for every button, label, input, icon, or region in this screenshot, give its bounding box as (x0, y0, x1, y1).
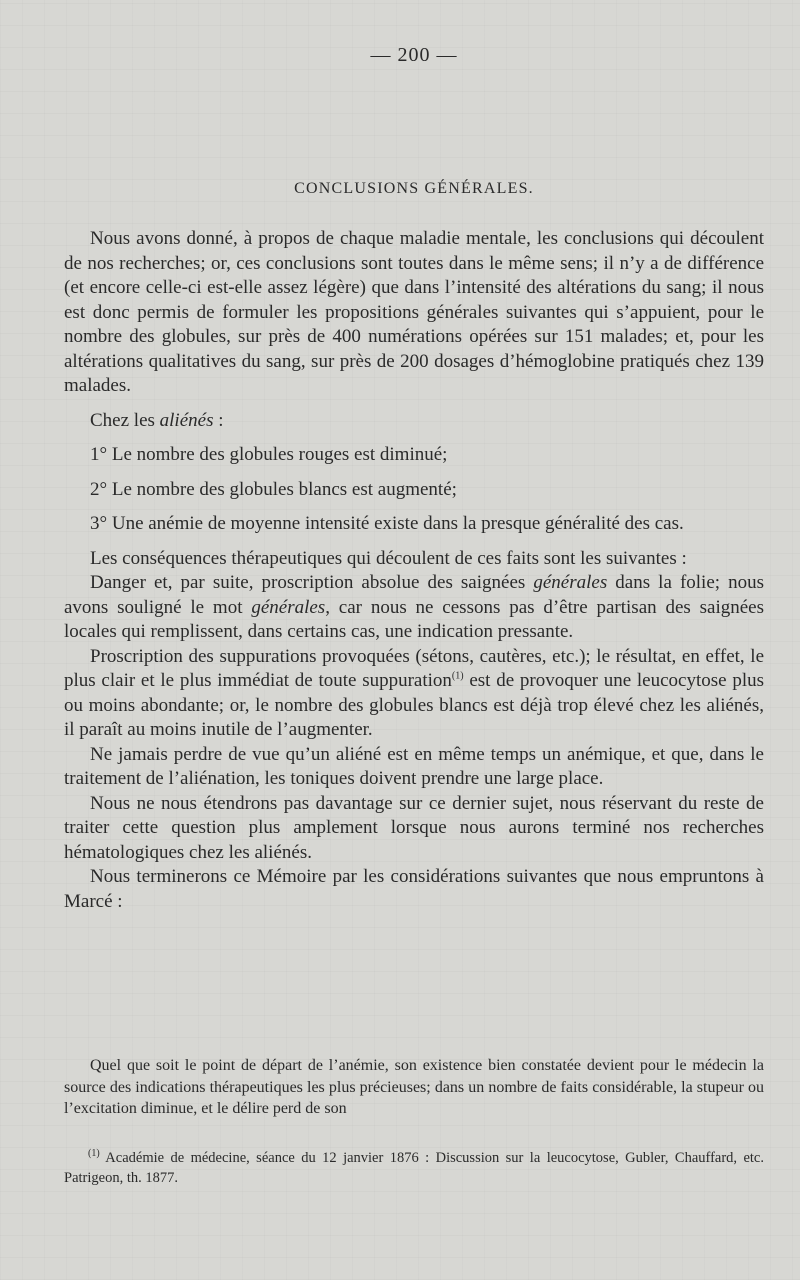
danger-emph-2: générales (251, 596, 326, 618)
alienes-word: aliénés (159, 409, 214, 431)
footnote-text (64, 1148, 764, 1188)
point-3: 3° Une anémie de moyenne intensité existe dans la presque généralité des cas. (90, 513, 684, 534)
footnote-mark: (1) (88, 1148, 100, 1160)
danger-text-c: dans la folie; nous avons souligné le mot (64, 572, 765, 618)
main-text (64, 227, 764, 914)
footnote-body: Académie de médecine, séance du 12 janvier 1876 : Discussion sur la leucocytose, Gubler, Chauffard, etc. Patrigeon, th. 1877. (64, 1150, 764, 1186)
never-paragraph: Ne jamais perdre de vue qu’un aliéné est en même temps un anémique, et que, dans le traitement de l’aliénation, les toniques doivent prendre une large place. (64, 743, 764, 789)
alienes-tail: : (213, 409, 224, 431)
proscription-text-b: est de provoquer une leucocytose plus ou moins abondante; or, le nombre des globules blancs est déjà trop élevé chez les aliénés, il paraît au moins inutile de l’augmenter. (64, 670, 765, 740)
alienes-heading (64, 409, 764, 434)
finish-paragraph: Nous terminerons ce Mémoire par les considérations suivantes que nous empruntons à Marcé : (64, 866, 764, 912)
intro-paragraph: Nous avons donné, à propos de chaque maladie mentale, les conclusions qui découlent de nos recherches; or, ces conclusions sont toutes dans le même sens; il n’y a de différence (et encore celle-ci est-elle assez légère) que dans l’intensité des altérations du sang; il nous est donc permis de formuler les propositions générales suivantes qui s’appuient, pour le nombre des globules, sur près de 400 numérations opérées sur 151 malades; et, pour les altérations qualitatives du sang, sur près de 200 dosages d’hémoglobine pratiqués chez 139 malades. (64, 228, 764, 396)
danger-text-e: , car nous ne cessons pas d’être partisan des saignées locales qui remplissent, dans certains cas, une indication pressante. (64, 596, 764, 642)
proscription-paragraph (64, 645, 764, 743)
footnote-ref: (1) (451, 670, 464, 682)
point-2: 2° Le nombre des globules blancs est augmenté; (90, 478, 457, 500)
footnote (64, 1148, 764, 1188)
alienes-lead: Chez les (90, 409, 160, 431)
point-1: 1° Le nombre des globules rouges est diminué; (90, 444, 448, 465)
danger-paragraph (64, 571, 764, 645)
quote-text: Quel que soit le point de départ de l’anémie, son existence bien constatée devient pour le médecin la source des indications thérapeutiques les plus précieuses; dans un nombre de faits considérable, la stupeur ou l’excitation diminue, et le délire perd de son (64, 1057, 764, 1117)
danger-text-a: Danger et, par suite, proscription absolue des saignées (90, 572, 534, 593)
proscription-text-a: Proscription des suppurations provoquées (sétons, cautères, etc.); le résultat, en effet, le plus clair et le plus immédiat de toute suppuration (64, 645, 764, 691)
consequences-paragraph: Les conséquences thérapeutiques qui découlent de ces faits sont les suivantes : (90, 547, 687, 569)
page-number: — 200 — (370, 44, 458, 66)
marce-quote (64, 1055, 764, 1120)
danger-emph-1: générales (533, 572, 608, 593)
section-title: CONCLUSIONS GÉNÉRALES. (294, 180, 534, 197)
extend-paragraph: Nous ne nous étendrons pas davantage sur ce dernier sujet, nous réservant du reste de traiter cette question plus amplement lorsque nous aurons terminé nos recherches hématologiques chez les aliénés. (64, 792, 764, 863)
